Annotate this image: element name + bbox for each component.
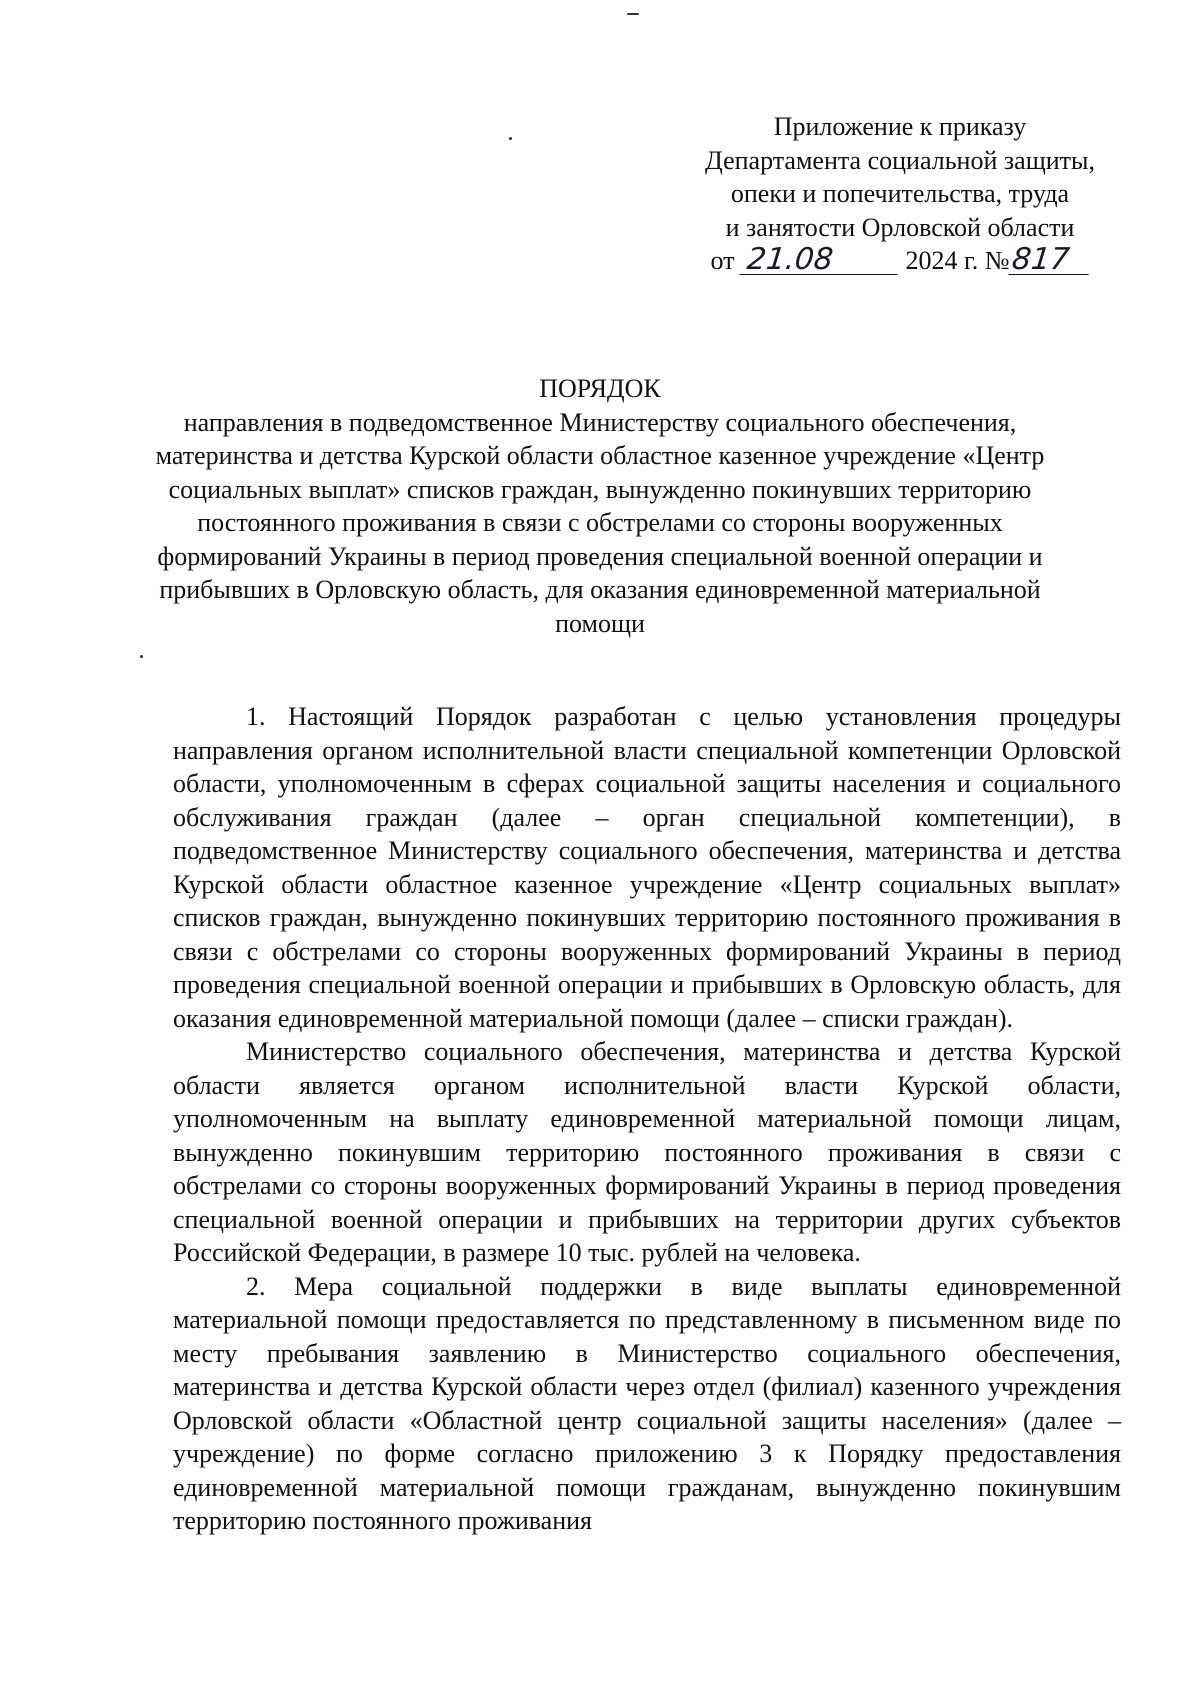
appendix-line-3: опеки и попечительства, труда	[730, 179, 1070, 208]
paragraph-1: 1. Настоящий Порядок разработан с целью установления процедуры направления органом исполнительной власти специальной компетенции Орловской области, уполномоченным в сферах социальной защиты населения и социального обслуживания граждан (далее – орган специальной компетенции), в подведомственное Министерству социального обеспечения, материнства и детства Курской области областное казенное учреждение «Центр социальных выплат» списков граждан, вынужденно покинувших территорию постоянного проживания в связи с обстрелами со стороны вооруженных формирований Украины в период проведения специальной военной операции и прибывших в Орловскую область, для оказания единовременной материальной помощи (далее – списки граждан).	[173, 702, 1121, 1033]
title-subtitle: направления в подведомственное Министерству социального обеспечения, материнства и детства Курской области областное казенное учреждение «Центр социальных выплат» списков граждан, вынужденно покинувших территорию постоянного проживания в связи с обстрелами со стороны вооруженных формирований Украины в период проведения специальной военной операции и прибывших в Орловскую область, для оказания единовременной материальной помощи	[155, 407, 1045, 638]
paragraph-2: Министерство социального обеспечения, материнства и детства Курской области является органом исполнительной власти Курской области, уполномоченным на выплату единовременной материальной помощи лицам, вынужденно покинувшим территорию постоянного проживания в связи с обстрелами со стороны вооруженных формирований Украины в период проведения специальной военной операции и прибывших на территории других субъектов Российской Федерации, в размере 10 тыс. рублей на человека.	[173, 1037, 1121, 1267]
date-prefix: от	[710, 246, 735, 275]
appendix-date-line	[660, 244, 1140, 278]
document-body	[173, 700, 1121, 1538]
scan-speck	[627, 13, 639, 15]
handwritten-order-number: 817	[1008, 246, 1091, 275]
paragraph-3: 2. Мера социальной поддержки в виде выплаты единовременной материальной помощи предоставляется по представленному в письменном виде по месту пребывания заявлению в Министерство социального обеспечения, материнства и детства Курской области через отдел (филиал) казенного учреждения Орловской области «Областной центр социальной защиты населения» (далее – учреждение) по форме согласно приложению 3 к Порядку предоставления единовременной материальной помощи гражданам, вынужденно покинувшим территорию постоянного проживания	[173, 1271, 1121, 1535]
appendix-block	[660, 110, 1140, 278]
handwritten-date: 21.08	[739, 246, 900, 275]
appendix-line-1: Приложение к приказу	[773, 112, 1027, 141]
appendix-line-2: Департамента социальной защиты,	[705, 145, 1095, 175]
title-heading: ПОРЯДОК	[539, 374, 661, 403]
year-number-label: 2024 г. №	[905, 246, 1010, 275]
scan-speck	[140, 655, 143, 658]
document-title	[150, 372, 1050, 640]
appendix-line-4: и занятости Орловской области	[725, 212, 1075, 242]
scan-speck	[509, 137, 512, 140]
